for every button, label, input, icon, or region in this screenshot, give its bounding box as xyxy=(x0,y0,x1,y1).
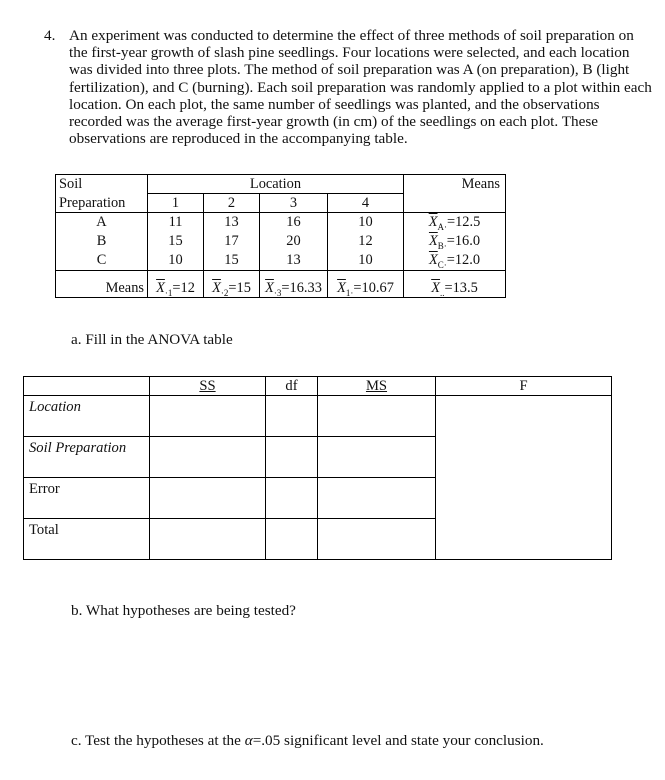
alpha-symbol: α xyxy=(244,732,253,749)
cell-value: 17 xyxy=(224,233,239,249)
problem-statement xyxy=(44,27,652,147)
location-number: 2 xyxy=(204,194,260,213)
ss-cell[interactable] xyxy=(150,478,266,519)
cell-value: 10 xyxy=(358,214,373,230)
grand-mean: $\overline{X}_{..}=13.5$ xyxy=(404,271,506,298)
row-location: Location xyxy=(24,396,150,437)
header-ss: SS xyxy=(150,377,266,396)
header-f: F xyxy=(436,377,612,396)
row-mean-a: $\overline{X}_{A\cdot}=12.5$ xyxy=(428,214,481,232)
location-1-values xyxy=(148,213,204,271)
f-cell[interactable] xyxy=(436,437,612,478)
treatment-column xyxy=(56,213,148,271)
location-header: Location xyxy=(148,175,404,194)
header-ms: MS xyxy=(318,377,436,396)
df-cell[interactable] xyxy=(266,437,318,478)
means-row-label: Means xyxy=(56,271,148,298)
question-b: b. What hypotheses are being tested? xyxy=(71,602,296,619)
ss-cell[interactable] xyxy=(150,437,266,478)
cell-value: 15 xyxy=(168,233,183,249)
location-2-values xyxy=(204,213,260,271)
header-df: df xyxy=(266,377,318,396)
treatment-label: A xyxy=(96,214,107,230)
means-header: Means xyxy=(404,175,506,194)
anova-table xyxy=(23,376,612,560)
question-a: a. Fill in the ANOVA table xyxy=(71,331,233,348)
row-mean-b: $\overline{X}_{B\cdot}=16.0$ xyxy=(428,233,481,251)
col-mean-1: $\overline{X}_{\cdot 1}=12$ xyxy=(148,271,204,298)
location-number: 1 xyxy=(148,194,204,213)
row-means xyxy=(404,213,506,271)
ms-cell[interactable] xyxy=(318,437,436,478)
treatment-label: C xyxy=(96,252,107,268)
treatment-label: B xyxy=(96,233,107,249)
location-number: 3 xyxy=(260,194,328,213)
cell-value: 20 xyxy=(286,233,301,249)
cell-value: 10 xyxy=(168,252,183,268)
row-total: Total xyxy=(24,519,150,560)
ss-cell[interactable] xyxy=(150,396,266,437)
f-cell[interactable] xyxy=(436,396,612,437)
cell-value: 12 xyxy=(358,233,373,249)
cell-value: 11 xyxy=(168,214,183,230)
df-cell[interactable] xyxy=(266,396,318,437)
row-mean-c: $\overline{X}_{C\cdot}=12.0$ xyxy=(428,252,481,270)
problem-text: An experiment was conducted to determine the effect of three methods of soil preparation on the first-year growth of slash pine seedlings. Four locations were selected, and each location was divided into three plots. The method of soil preparation was A (on preparation), B (light fertilization), and C (burning). Each soil preparation was randomly applied to a plot within each location. On each plot, the same number of seedlings was planted, and the observations recorded was the average first-year growth (in cm) of the seedlings on each plot. These observations are reproduced in the accompanying table. xyxy=(69,27,652,148)
f-cell[interactable] xyxy=(436,519,612,560)
question-c: c. Test the hypotheses at the α=.05 significant level and state your conclusion. xyxy=(71,732,544,749)
cell-value: 13 xyxy=(224,214,239,230)
df-cell[interactable] xyxy=(266,519,318,560)
data-table xyxy=(55,174,506,298)
cell-value: 16 xyxy=(286,214,301,230)
f-cell[interactable] xyxy=(436,478,612,519)
location-4-values xyxy=(328,213,404,271)
col-mean-3: $\overline{X}_{\cdot 3}=16.33$ xyxy=(260,271,328,298)
col-mean-4: $\overline{X}_{1\cdot}=10.67$ xyxy=(328,271,404,298)
location-3-values xyxy=(260,213,328,271)
ms-cell[interactable] xyxy=(318,519,436,560)
col-mean-2: $\overline{X}_{\cdot 2}=15$ xyxy=(204,271,260,298)
cell-value: 13 xyxy=(286,252,301,268)
location-number: 4 xyxy=(328,194,404,213)
cell-value: 10 xyxy=(358,252,373,268)
ms-cell[interactable] xyxy=(318,396,436,437)
df-cell[interactable] xyxy=(266,478,318,519)
cell-value: 15 xyxy=(224,252,239,268)
problem-number: 4. xyxy=(44,27,56,44)
ss-cell[interactable] xyxy=(150,519,266,560)
preparation-label: Preparation xyxy=(56,194,148,213)
ms-cell[interactable] xyxy=(318,478,436,519)
row-error: Error xyxy=(24,478,150,519)
row-soil-preparation: Soil Preparation xyxy=(24,437,150,478)
soil-label: Soil xyxy=(56,175,148,194)
